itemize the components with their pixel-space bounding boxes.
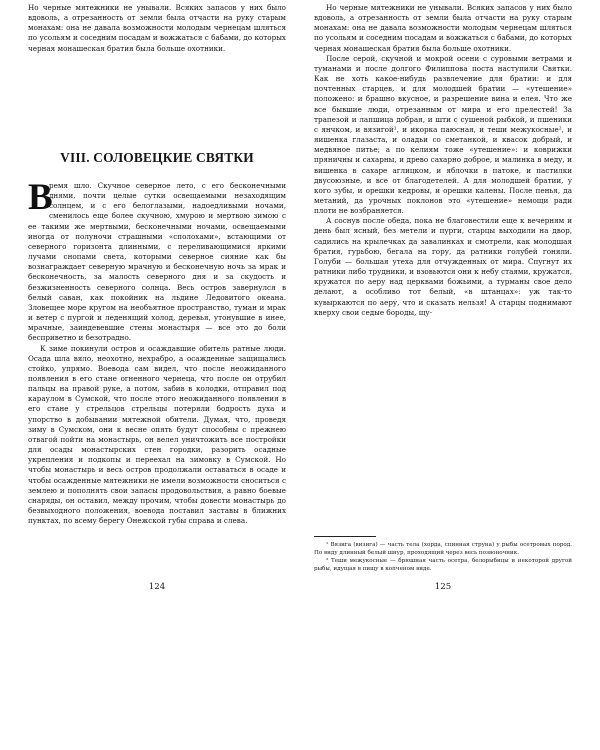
chapter-paragraph-1: ремя шло. Скучное северное лето, с его бесконечными днями, почти целые сутки освещаемыми незаходящим солнцем, и с его белоглазыми, надоедливыми ночами, сменилось еще более скучною, хмурою и мертвою зимою с ее такими же мертвыми, бесконечными ночами, освещаемыми иногда от полуночи страшными «сполохами», встающими от северного горизонта длинными, с переливающимися яркими лучами снопами света, которыми северное сияние как бы вознаграждает северную мрачную и бесконечную ночь за мрак и бесконечность, за малость северного дня и за скудость и безжизненность северного солнца. Весь остров завернулся в белый саван, как покойник на льдине Ледовитого океана. Зловещее море кругом на необъятное пространство, туман и мрак и ветер с пургой и леденящий холод, деревья, утонувшие в инее, мрачные, заиндевевшие стены монастыря — все это до боли бесприветно и безотрадно.: [28, 181, 286, 343]
left-page: [28, 0, 286, 750]
right-paragraph-1: Но черные мятежники не унывали. Всяких запасов у них было вдоволь, а отрезанность от земли была отчасти на руку старым монахам: она не давала возможности молодым чернецам шляться по усольям и соседним посадам и вожжаться с бабами, до которых черная монашеская братия была больше охотники.: [314, 3, 572, 53]
drop-cap: В: [28, 177, 53, 218]
right-page: [314, 0, 572, 750]
chapter-paragraph-2: К зиме покинули остров и осаждавшие обитель ратные люди. Осада шла вяло, неохотно, нехрабро, а осажденные защищались стойко, упрямо. Воевода сам видел, что после неожиданного появления в его стане огненного чернеца, что после он отрубил пальцы на правой руке, а потом, забив в колодки, отправил под караулом в Сумской, что после этого неожиданного появления в его стане у стрельцов стрельцы потеряли бодрость духа и упорство в добывании мятежной обители. Думая, что, проведя зиму в Сумском, они к весне опять будут способны с прежнею отвагой пойти на монастырь, он велел уничтожить все постройки для осады монастырских стен городки, разорить осадные укрепления и подкопы и переехал на зимовку в Сумской. Но чтобы монастырь и весь остров продолжали оставаться в осаде и чтобы осажденные мятежники не имели возможности сноситься с землею и пополнять свои запасы продовольствия, а равно боевые снаряды, он оставил, между прочим, чтобы довести монастырь до безвыходного положения, воевода поставил заставы в ближних пунктах, по всему берегу Онежской губы справа и слева.: [28, 343, 286, 526]
left-continuation-paragraph: Но черные мятежники не унывали. Всяких запасов у них было вдоволь, а отрезанность от земли была отчасти на руку старым монахам: она не давала возможности молодым чернецам шляться по усольям и соседним посадам и вожжаться с бабами, до которых черная монашеская братия была больше охотники.: [28, 3, 286, 53]
right-paragraph-3: А соснув после обеда, пока не благовестили еще к вечерням и день был ясный, без метели и пурги, старцы выходили на двор, садились на крылечках да завалинках и смотрели, как молодшая братия, гурьбою, бегала на гору, да ратники голубей гоняли. Голуби — большая утеха для отчужденных от мира. Спугнут их ратники либо трудники, и взовьются они к небу стаями, кружатся, кружатся по аеру над церквами божьими, а турманы свое дело делают, а особливо тот белый, «в штанцах»: уж так-то кувыркаются по аеру, что и сказать нельзя! А старцы поднимают кверху свои седые бороды, щу-: [314, 216, 572, 317]
left-top-continuation: [28, 3, 286, 54]
chapter-body: [28, 177, 286, 526]
footnote-rule: [314, 536, 376, 537]
chapter-title: VIII. СОЛОВЕЦКИЕ СВЯТКИ: [60, 150, 254, 165]
page-number-left: 124: [148, 582, 166, 592]
footnotes: [314, 541, 572, 573]
footnote-2: ² Теши межукосные — брюшная часть осетра, белорыбицы и некоторой другой рыбы, идущая в пищу в копченом виде.: [314, 558, 572, 573]
right-paragraph-2: После серой, скучной и мокрой осени с суровыми ветрами и туманами и после долгого Филиппова поста наступили Святки. Как не хоть какое-нибудь развлечение для братии: и для почтенных старцев, и для молодшей братии — «утешение» положено: и брашно вкусное, и разрешение вина и елея. Что же все бывшие люди, отрезанным от мира и его прелестей! За трапезой и лапшица добрая, и шти с сушеной рыбкой, и пшеники с янчком, и вязигой¹, и икорка паюсная, и теши межукосные², и яишенка глазаста, и оладьи со сметанкой, и квасок добрый, и медвяное питье; а по келиям тоже «утешение»: и коврижки пряничны и сахарны, и древо сахарно доброе, и малинка в меду, и вишенка в сахаре аглицком, и яблочки в патоке, и пастилки двусоюзные, и все от благодетелей. А для молодшей братии, у кого зубы, и орешки кедровы, и орешки калены. После пенья, да метаний, да урочных поклонов это «утешение» немощи ради плоти не возбраняется.: [314, 53, 572, 216]
page-number-right: 125: [434, 582, 452, 592]
footnote-1: ¹ Вязига (визига) — часть тела (хорда, спинная струна) у рыбы осетровых пород. По виду длинный белый шнур, проходящий через весь позвоночник.: [314, 542, 572, 557]
right-body: [314, 3, 572, 318]
